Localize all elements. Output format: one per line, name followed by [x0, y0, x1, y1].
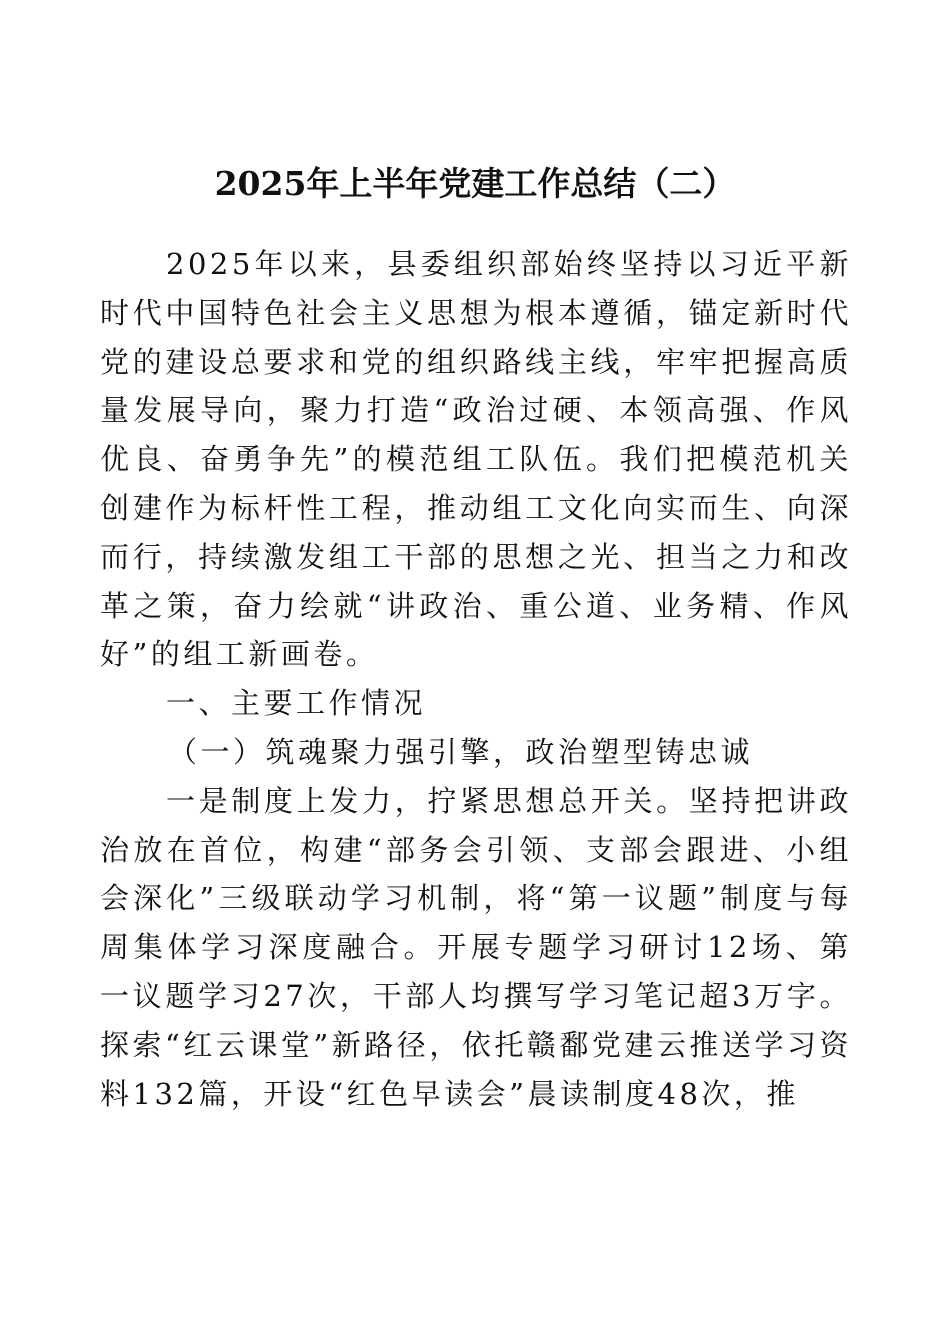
- subsection-heading: （一）筑魂聚力强引擎，政治塑型铸忠诚: [168, 734, 754, 769]
- body-paragraph: 一是制度上发力，拧紧思想总开关。坚持把讲政治放在首位，构建“部务会引领、支部会跟进、小组会深化”三级联动学习机制，将“第一议题”制度与每周集体学习深度融合。开展专题学习研讨12场、第一议题学习27次，干部人均撰写学习笔记超3万字。探索“红云课堂”新路径，依托赣鄱党建云推送学习资料132篇，开设“红色早读会”晨读制度48次，推: [100, 783, 852, 1111]
- intro-paragraph: 2025年以来，县委组织部始终坚持以习近平新时代中国特色社会主义思想为根本遵循，锚定新时代党的建设总要求和党的组织路线主线，牢牢把握高质量发展导向，聚力打造“政治过硬、本领高强、作风优良、奋勇争先”的模范组工队伍。我们把模范机关创建作为标杆性工程，推动组工文化向实而生、向深而行，持续激发组工干部的思想之光、担当之力和改革之策，奋力绘就“讲政治、重公道、业务精、作风好”的组工新画卷。: [100, 247, 852, 672]
- document-title: 2025年上半年党建工作总结（二）: [214, 164, 736, 203]
- section-heading: 一、主要工作情况: [166, 686, 427, 721]
- document-body: [100, 240, 852, 1118]
